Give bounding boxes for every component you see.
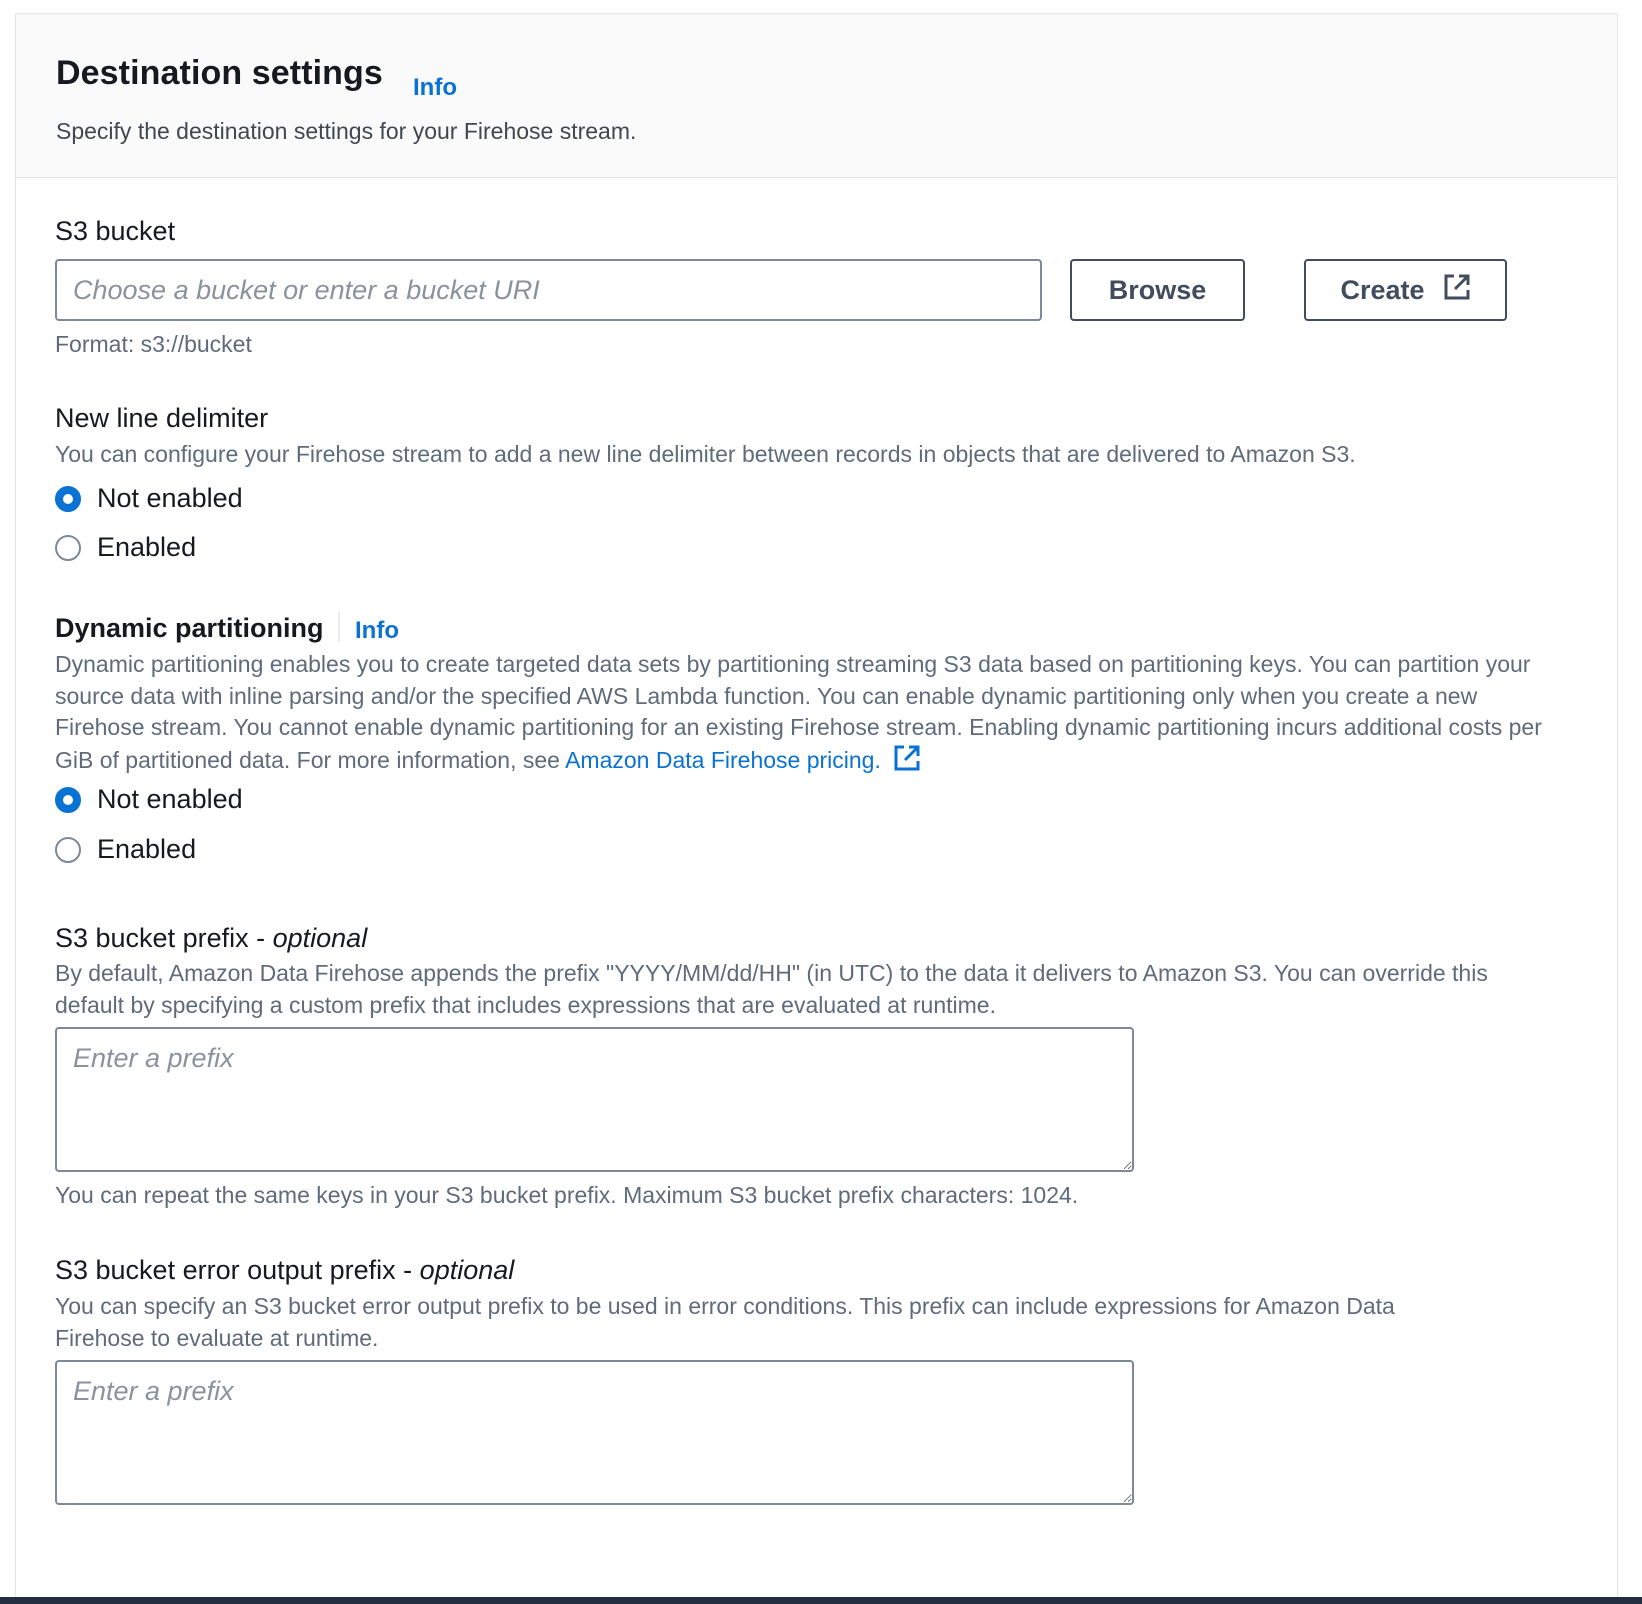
browse-button[interactable]	[1070, 259, 1245, 321]
bottom-bar	[0, 1597, 1642, 1604]
label-divider	[338, 612, 340, 642]
firehose-pricing-link[interactable]	[565, 747, 921, 773]
external-link-icon	[893, 744, 921, 781]
s3-prefix-description: By default, Amazon Data Firehose appends the prefix "YYYY/MM/dd/HH" (in UTC) to the data it delivers to Amazon S3. You can override this default by specifying a custom prefix that includes expressions that are evaluated at runtime.	[55, 960, 1488, 1018]
s3-prefix-label-text: S3 bucket prefix -	[55, 923, 273, 953]
radio-button-checked[interactable]	[55, 486, 81, 512]
header-info-link[interactable]: Info	[413, 74, 457, 101]
s3-error-prefix-label	[55, 1255, 514, 1286]
s3-prefix-label	[55, 923, 367, 954]
radio-label: Enabled	[97, 834, 197, 864]
header-description: Specify the destination settings for your Firehose stream.	[56, 118, 637, 144]
optional-tag: optional	[419, 1255, 515, 1285]
radio-label: Not enabled	[97, 784, 243, 814]
dynamic-partitioning-description-text: Dynamic partitioning enables you to create targeted data sets by partitioning streaming S3 data based on partitioning keys. You can partition your source data with inline parsing and/or the specified AWS Lambda function. You can enable dynamic partitioning only when you create a new Firehose stream. You cannot enable dynamic partitioning for an existing Firehose stream. Enabling dynamic partitioning incurs additional costs per GiB of partitioned data. For more information, see	[55, 651, 1542, 773]
new-line-delimiter-not-enabled-radio[interactable]	[55, 483, 243, 514]
dynamic-partitioning-enabled-radio[interactable]	[55, 834, 196, 865]
s3-bucket-input[interactable]	[55, 259, 1042, 321]
new-line-delimiter-description: You can configure your Firehose stream to add a new line delimiter between records in objects that are delivered to Amazon S3.	[55, 441, 1356, 467]
radio-button[interactable]	[55, 837, 81, 863]
s3-bucket-label: S3 bucket	[55, 216, 176, 246]
panel-header	[16, 14, 1617, 178]
s3-prefix-hint: You can repeat the same keys in your S3 bucket prefix. Maximum S3 bucket prefix characters: 1024.	[55, 1182, 1079, 1208]
firehose-pricing-link-text: Amazon Data Firehose pricing.	[565, 746, 881, 773]
s3-bucket-hint: Format: s3://bucket	[55, 331, 252, 357]
create-button-label: Create	[1340, 274, 1425, 305]
radio-label: Not enabled	[97, 483, 243, 513]
page-title: Destination settings	[56, 54, 383, 92]
s3-error-prefix-description: You can specify an S3 bucket error output prefix to be used in error conditions. This prefix can include expressions for Amazon Data Firehose to evaluate at runtime.	[55, 1293, 1395, 1351]
radio-button[interactable]	[55, 535, 81, 561]
browse-button-label: Browse	[1108, 274, 1207, 305]
external-link-icon	[1443, 273, 1471, 308]
s3-prefix-textarea[interactable]	[55, 1027, 1134, 1172]
radio-button-checked[interactable]	[55, 787, 81, 813]
dynamic-partitioning-label: Dynamic partitioning	[55, 613, 324, 643]
dynamic-partitioning-description	[55, 649, 1565, 780]
dynamic-partitioning-not-enabled-radio[interactable]	[55, 784, 243, 815]
new-line-delimiter-enabled-radio[interactable]	[55, 532, 196, 563]
create-bucket-button[interactable]	[1304, 259, 1507, 321]
destination-settings-panel	[15, 13, 1618, 1604]
optional-tag: optional	[272, 923, 368, 953]
s3-error-prefix-label-text: S3 bucket error output prefix -	[55, 1255, 420, 1285]
dynamic-partitioning-info-link[interactable]: Info	[355, 617, 399, 644]
new-line-delimiter-label: New line delimiter	[55, 403, 269, 433]
radio-label: Enabled	[97, 532, 197, 562]
s3-error-prefix-textarea[interactable]	[55, 1360, 1134, 1505]
